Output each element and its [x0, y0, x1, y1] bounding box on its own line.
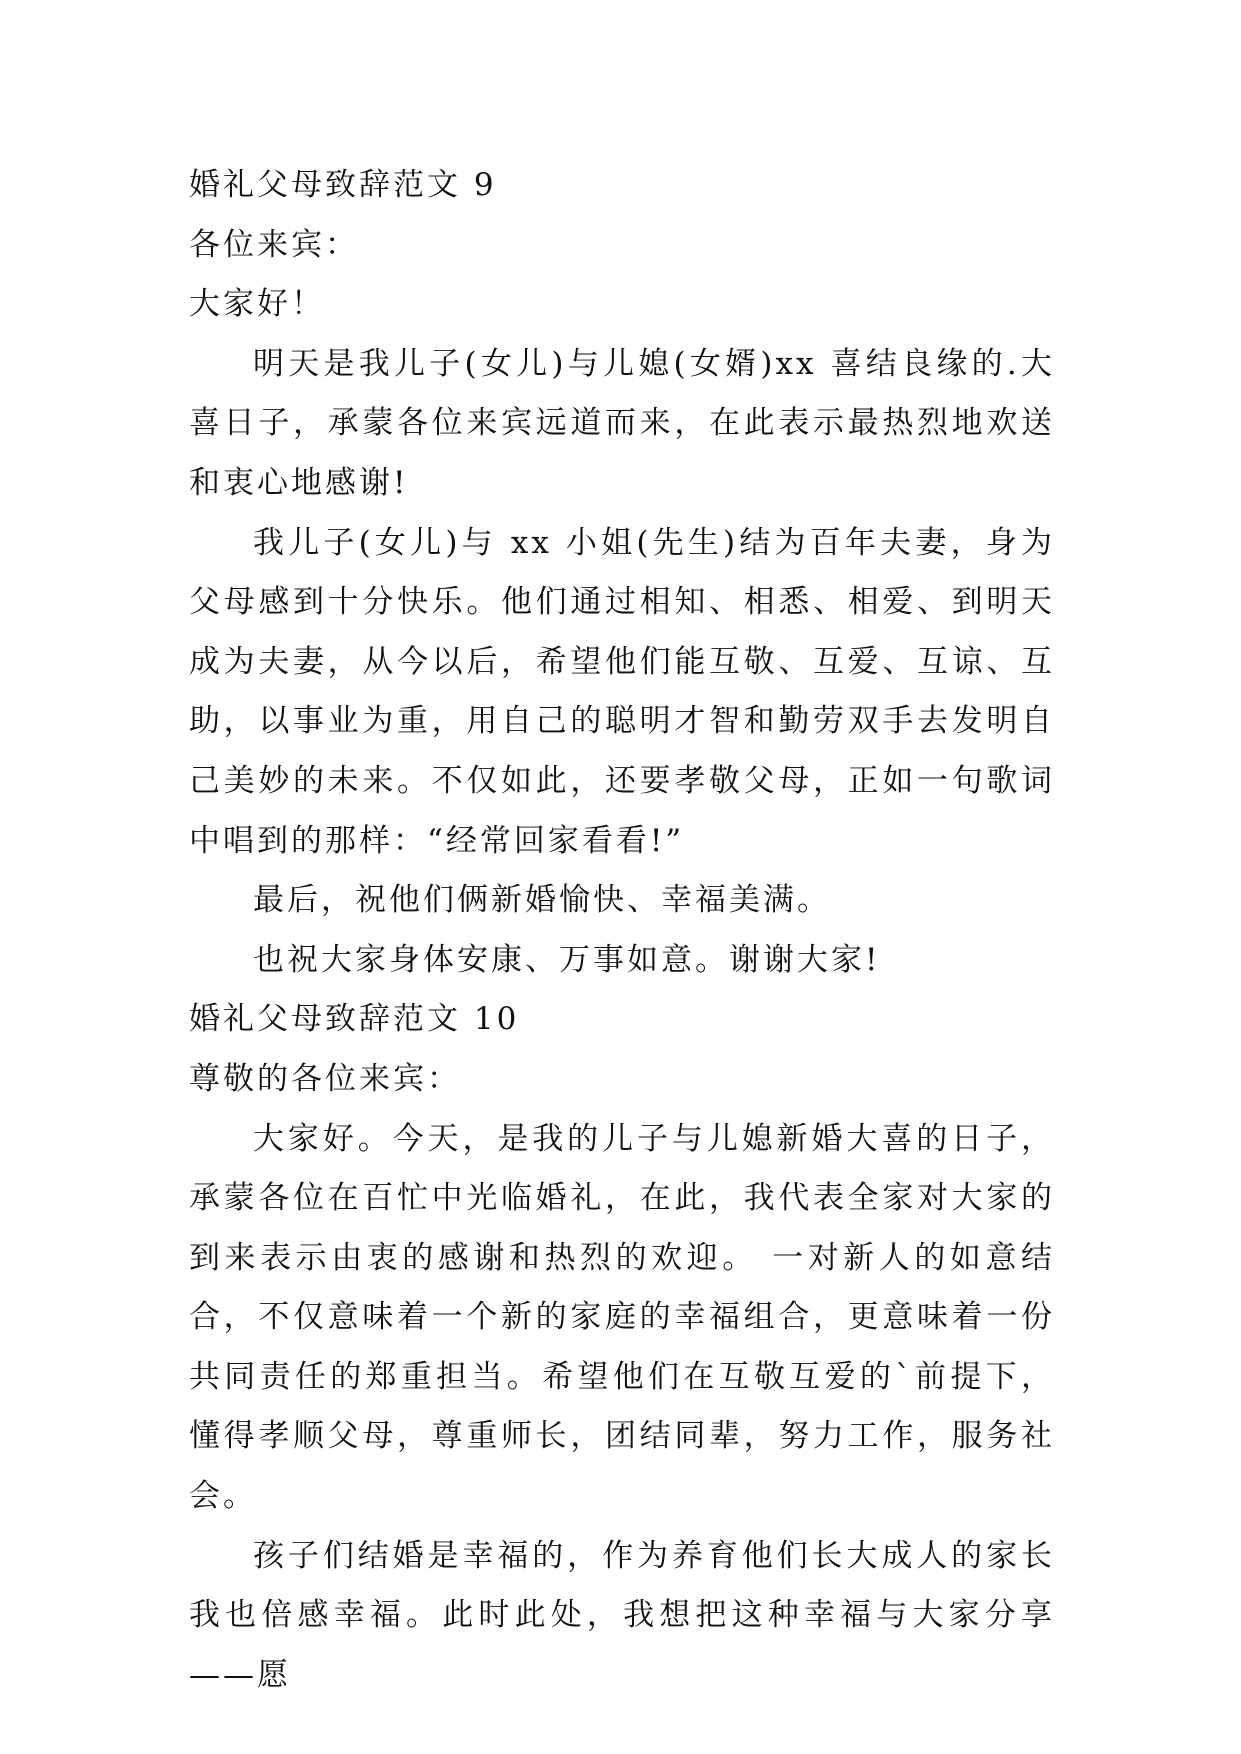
- section-title: 婚礼父母致辞范文 10: [189, 1001, 520, 1038]
- section-title: 婚礼父母致辞范文 9: [189, 167, 497, 203]
- salutation: 大家好！: [189, 286, 325, 323]
- paragraph: 孩子们结婚是幸福的，作为养育他们长大成人的家长我也倍感幸福。此时此处，我想把这种幸福与大家分享——愿: [189, 1537, 1055, 1693]
- greeting: 各位来宾：: [189, 226, 359, 263]
- paragraph: 也祝大家身体安康、万事如意。谢谢大家!: [253, 941, 881, 978]
- paragraph: 大家好。今天，是我的儿子与儿媳新婚大喜的日子，承蒙各位在百忙中光临婚礼，在此，我代表全家对大家的到来表示由衷的感谢和热烈的欢迎。 一对新人的如意结合，不仅意味着一个新的家庭的幸福组合，更意味着一份共同责任的郑重担当。希望他们在互敬互爱的`前提下，懂得孝顺父母，尊重师长，团结同辈，努力工作，服务社会。: [189, 1120, 1055, 1515]
- paragraph: 我儿子(女儿)与 xx 小姐(先生)结为百年夫妻，身为父母感到十分快乐。他们通过相知、相悉、相爱、到明天成为夫妻，从今以后，希望他们能互敬、互爱、互谅、互助，以事业为重，用自己的聪明才智和勤劳双手去发明自己美妙的未来。不仅如此，还要孝敬父母，正如一句歌词中唱到的那样：“经常回家看看!”: [189, 524, 1055, 859]
- greeting: 尊敬的各位来宾：: [189, 1060, 461, 1097]
- paragraph: 明天是我儿子(女儿)与儿媳(女婿)xx 喜结良缘的.大喜日子，承蒙各位来宾远道而来，在此表示最热烈地欢送和衷心地感谢!: [189, 345, 1055, 501]
- document-body: [189, 156, 1055, 1705]
- paragraph: 最后，祝他们俩新婚愉快、幸福美满。: [253, 882, 831, 919]
